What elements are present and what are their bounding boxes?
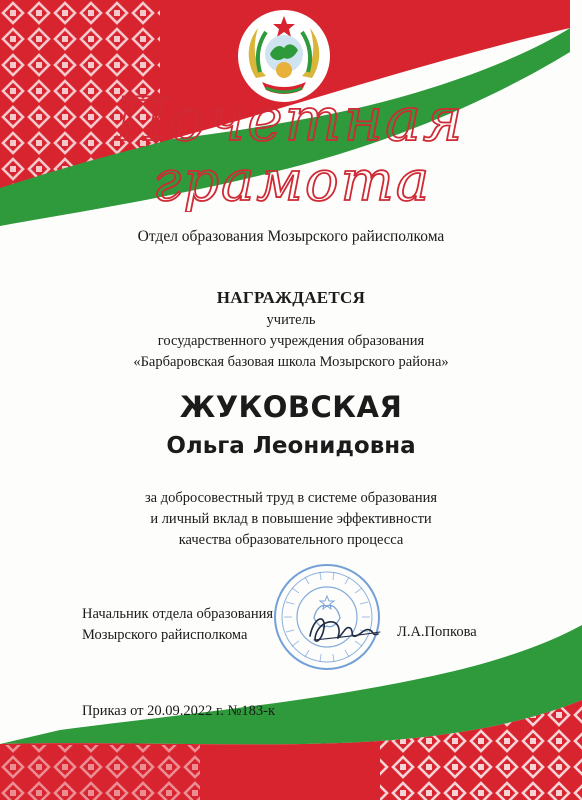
award-reason-line-1: за добросовестный труд в системе образования: [144, 490, 438, 506]
issuing-department: Отдел образования Мозырского райисполкома: [137, 228, 445, 245]
recipient-surname: ЖУКОВСКАЯ: [179, 390, 403, 424]
recipient-role: учитель: [266, 312, 316, 328]
award-reason-line-2: и личный вклад в повышение эффективности: [150, 511, 432, 527]
institution-line-1: государственного учреждения образования: [157, 333, 425, 349]
title-line1: Почетная: [115, 85, 465, 155]
certificate-title: [0, 82, 582, 212]
signatory-position-line-2: Мозырского райисполкома: [82, 627, 248, 643]
signatory-position-line-1: Начальник отдела образования: [82, 606, 274, 622]
award-reason-line-3: качества образовательного процесса: [178, 532, 404, 548]
signature-icon: [304, 606, 384, 656]
title-line2: грамота: [152, 149, 432, 212]
institution-line-2: «Барбаровская базовая школа Мозырского района»: [133, 354, 449, 370]
awarded-heading: НАГРАЖДАЕТСЯ: [216, 288, 366, 307]
recipient-given-names: Ольга Леонидовна: [166, 433, 416, 459]
signatory-name: Л.А.Попкова: [397, 624, 477, 640]
order-reference: Приказ от 20.09.2022 г. №183-к: [82, 703, 276, 719]
